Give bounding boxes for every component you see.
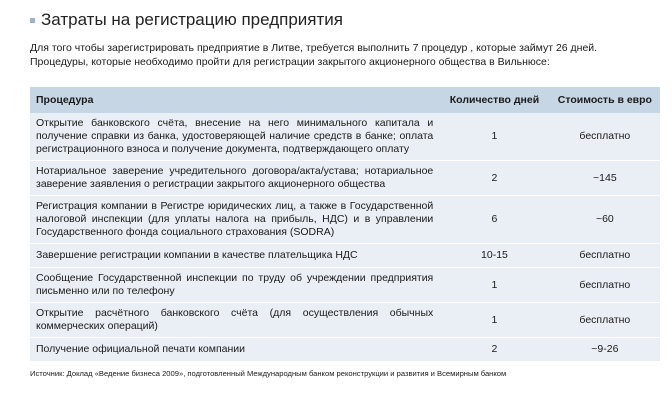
- table-row: [30, 303, 660, 338]
- cost-cell: бесплатно: [550, 268, 660, 303]
- cost-cell: бесплатно: [550, 303, 660, 338]
- table-header-row: [30, 87, 660, 113]
- bullet-square-icon: [30, 18, 35, 23]
- page-title: [30, 10, 343, 30]
- table-row: [30, 113, 660, 161]
- days-cell: 6: [439, 196, 549, 244]
- header-days: Количество дней: [439, 87, 549, 113]
- procedure-cell: Регистрация компании в Регистре юридических лиц, а также в Государственной налоговой инспекции (для уплаты налога на прибыль, НДС) и в управлении Государственного фонда социального страхования (SODRA): [30, 196, 439, 244]
- procedure-cell: Получение официальной печати компании: [30, 338, 439, 362]
- procedure-cell: Открытие расчётного банковского счёта (для осуществления обычных коммерческих операций): [30, 303, 439, 338]
- procedure-cell: Завершение регистрации компании в качестве плательщика НДС: [30, 244, 439, 268]
- days-cell: 1: [439, 113, 549, 161]
- days-cell: 1: [439, 303, 549, 338]
- procedure-cell: Сообщение Государственной инспекции по труду об учреждении предприятия письменно или по телефону: [30, 268, 439, 303]
- header-procedure: Процедура: [30, 87, 439, 113]
- table-row: [30, 268, 660, 303]
- intro-text: [30, 41, 660, 69]
- intro-line-2: Процедуры, которые необходимо пройти для регистрации закрытого акционерного общества в Вильнюсе:: [30, 56, 550, 68]
- procedures-table: [30, 87, 660, 362]
- cost-cell: ~145: [550, 161, 660, 196]
- table-row: [30, 161, 660, 196]
- procedure-cell: Нотариальное заверение учредительного договора/акта/устава; нотариальное заверение заявления о регистрации закрытого акционерного общества: [30, 161, 439, 196]
- days-cell: 1: [439, 268, 549, 303]
- table-row: [30, 244, 660, 268]
- table-row: [30, 338, 660, 362]
- header-cost: Стоимость в евро: [550, 87, 660, 113]
- days-cell: 10-15: [439, 244, 549, 268]
- cost-cell: бесплатно: [550, 113, 660, 161]
- source-note: Источник: Доклад «Ведение бизнеса 2009», подготовленный Международным банком реконструкции и развития и Всемирным банком: [30, 369, 507, 378]
- page-title-text: Затраты на регистрацию предприятия: [41, 10, 343, 29]
- intro-line-1: Для того чтобы зарегистрировать предприятие в Литве, требуется выполнить 7 процедур , которые займут 26 дней.: [30, 42, 598, 54]
- days-cell: 2: [439, 161, 549, 196]
- procedure-cell: Открытие банковского счёта, внесение на него минимального капитала и получение справки из банка, удостоверяющей наличие средств в банке; оплата регистрационного взноса и получение документа, подтверждающего оплату: [30, 113, 439, 161]
- cost-cell: бесплатно: [550, 244, 660, 268]
- cost-cell: ~9-26: [550, 338, 660, 362]
- days-cell: 2: [439, 338, 549, 362]
- table-row: [30, 196, 660, 244]
- cost-cell: ~60: [550, 196, 660, 244]
